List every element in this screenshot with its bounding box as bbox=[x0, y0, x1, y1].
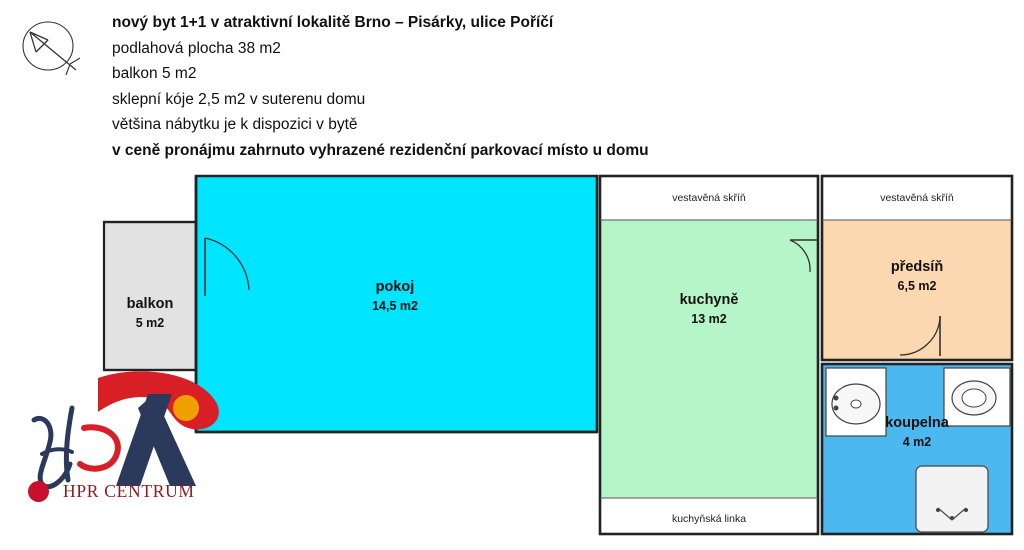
description-line-4: sklepní kóje 2,5 m2 v suterenu domu bbox=[112, 90, 366, 108]
logo-bullet-icon bbox=[28, 481, 49, 502]
description-line-5: většina nábytku je k dispozici v bytě bbox=[112, 116, 358, 133]
description-line-2: podlahová plocha 38 m2 bbox=[112, 39, 281, 57]
room-label-kuchyne: kuchyně 13 m2 bbox=[679, 292, 739, 326]
description-line-3: balkon 5 m2 bbox=[112, 65, 197, 82]
description-line-1: nový byt 1+1 v atraktivní lokalitě Brno – Pisárky, ulice Poříčí bbox=[112, 14, 554, 31]
washbasin-icon bbox=[826, 368, 886, 436]
annotation-kuchynska-linka: kuchyňská linka bbox=[671, 513, 747, 525]
shower-tray-icon bbox=[916, 466, 988, 532]
annotation-vestavena-skrin-kuchyne: vestavěná skříň bbox=[672, 192, 746, 204]
room-label-predsin: předsíň 6,5 m2 bbox=[890, 259, 944, 293]
room-label-pokoj: pokoj 14,5 m2 bbox=[372, 279, 418, 313]
toilet-icon bbox=[944, 368, 1010, 426]
room-fill-balkon bbox=[104, 222, 196, 370]
description-line-6: v ceně pronájmu zahrnuto vyhrazené rezidenční parkovací místo u domu bbox=[112, 141, 649, 159]
annotation-vestavena-skrin-predsin: vestavěná skříň bbox=[880, 192, 954, 204]
logo-brand-text: HPR CENTRUM bbox=[63, 481, 195, 501]
room-fill-pokoj bbox=[196, 176, 597, 432]
room-label-koupelna: koupelna 4 m2 bbox=[885, 415, 949, 449]
room-fill-kuchyne bbox=[600, 176, 818, 534]
room-label-balkon: balkon 5 m2 bbox=[126, 296, 174, 330]
